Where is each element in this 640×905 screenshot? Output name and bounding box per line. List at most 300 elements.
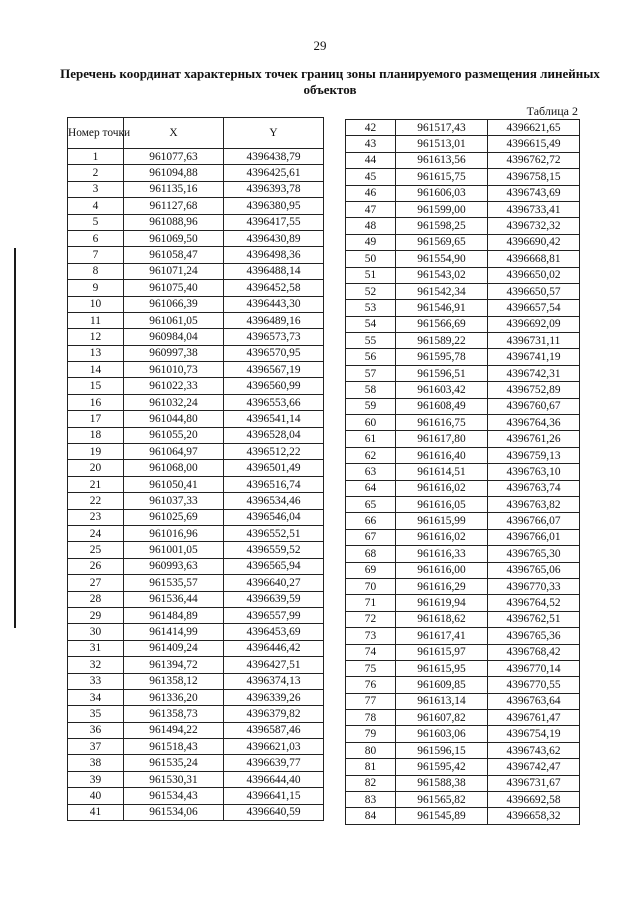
- y-coordinate-cell: 4396766,07: [488, 513, 580, 529]
- point-number-cell: 1: [68, 149, 124, 165]
- x-coordinate-cell: 961607,82: [396, 710, 488, 726]
- y-coordinate-cell: 4396615,49: [488, 136, 580, 152]
- x-coordinate-cell: 961094,88: [124, 165, 224, 181]
- y-coordinate-cell: 4396760,67: [488, 398, 580, 414]
- table-row: [346, 546, 580, 562]
- x-coordinate-cell: 961616,02: [396, 480, 488, 496]
- y-coordinate-cell: 4396621,65: [488, 120, 580, 136]
- y-coordinate-cell: 4396501,49: [224, 460, 324, 476]
- y-coordinate-cell: 4396752,89: [488, 382, 580, 398]
- document-title: Перечень координат характерных точек границ зоны планируемого размещения линейных объектов: [60, 66, 600, 97]
- point-number-cell: 6: [68, 230, 124, 246]
- table-row: [346, 660, 580, 676]
- point-number-cell: 40: [68, 788, 124, 804]
- point-number-cell: 59: [346, 398, 396, 414]
- x-coordinate-cell: 961615,75: [396, 169, 488, 185]
- point-number-cell: 21: [68, 476, 124, 492]
- y-coordinate-cell: 4396339,26: [224, 689, 324, 705]
- x-coordinate-cell: 961615,97: [396, 644, 488, 660]
- y-coordinate-cell: 4396765,30: [488, 546, 580, 562]
- y-coordinate-cell: 4396650,57: [488, 283, 580, 299]
- table-row: [346, 464, 580, 480]
- x-coordinate-cell: 961010,73: [124, 362, 224, 378]
- y-coordinate-cell: 4396762,72: [488, 152, 580, 168]
- point-number-cell: 38: [68, 755, 124, 771]
- x-coordinate-cell: 961616,00: [396, 562, 488, 578]
- table-row: [346, 644, 580, 660]
- table-row: [346, 496, 580, 512]
- x-coordinate-cell: 961546,91: [396, 300, 488, 316]
- x-coordinate-cell: 961615,95: [396, 660, 488, 676]
- table-row: [68, 673, 324, 689]
- y-coordinate-cell: 4396640,59: [224, 804, 324, 820]
- y-coordinate-cell: 4396733,41: [488, 201, 580, 217]
- x-coordinate-cell: 961088,96: [124, 214, 224, 230]
- table-row: [68, 149, 324, 165]
- point-number-cell: 81: [346, 759, 396, 775]
- y-coordinate-cell: 4396489,16: [224, 312, 324, 328]
- point-number-cell: 4: [68, 198, 124, 214]
- table-row: [68, 689, 324, 705]
- x-coordinate-cell: 961565,82: [396, 792, 488, 808]
- table-row: [346, 513, 580, 529]
- table-row: [68, 575, 324, 591]
- x-coordinate-cell: 961595,78: [396, 349, 488, 365]
- point-number-cell: 37: [68, 739, 124, 755]
- y-coordinate-cell: 4396443,30: [224, 296, 324, 312]
- y-coordinate-cell: 4396762,51: [488, 611, 580, 627]
- y-coordinate-cell: 4396438,79: [224, 149, 324, 165]
- point-number-cell: 28: [68, 591, 124, 607]
- x-coordinate-cell: 961543,02: [396, 267, 488, 283]
- header-x: X: [124, 118, 224, 149]
- y-coordinate-cell: 4396758,15: [488, 169, 580, 185]
- y-coordinate-cell: 4396560,99: [224, 378, 324, 394]
- x-coordinate-cell: 961001,05: [124, 542, 224, 558]
- x-coordinate-cell: 961554,90: [396, 251, 488, 267]
- point-number-cell: 49: [346, 234, 396, 250]
- x-coordinate-cell: 961536,44: [124, 591, 224, 607]
- table-row: [346, 283, 580, 299]
- y-coordinate-cell: 4396764,52: [488, 595, 580, 611]
- point-number-cell: 17: [68, 411, 124, 427]
- table-row: [68, 460, 324, 476]
- y-coordinate-cell: 4396754,19: [488, 726, 580, 742]
- y-coordinate-cell: 4396639,59: [224, 591, 324, 607]
- x-coordinate-cell: 961617,41: [396, 628, 488, 644]
- point-number-cell: 31: [68, 640, 124, 656]
- x-coordinate-cell: 961358,12: [124, 673, 224, 689]
- table-row: [346, 775, 580, 791]
- y-coordinate-cell: 4396573,73: [224, 329, 324, 345]
- table-body-right: [346, 120, 580, 825]
- table-row: [68, 247, 324, 263]
- point-number-cell: 14: [68, 362, 124, 378]
- point-number-cell: 48: [346, 218, 396, 234]
- x-coordinate-cell: 961069,50: [124, 230, 224, 246]
- y-coordinate-cell: 4396765,06: [488, 562, 580, 578]
- x-coordinate-cell: 961025,69: [124, 509, 224, 525]
- y-coordinate-cell: 4396763,74: [488, 480, 580, 496]
- table-label: Таблица 2: [526, 104, 578, 118]
- table-row: [68, 739, 324, 755]
- table-row: [346, 693, 580, 709]
- y-coordinate-cell: 4396763,10: [488, 464, 580, 480]
- y-coordinate-cell: 4396690,42: [488, 234, 580, 250]
- x-coordinate-cell: 961614,51: [396, 464, 488, 480]
- y-coordinate-cell: 4396764,36: [488, 415, 580, 431]
- x-coordinate-cell: 961044,80: [124, 411, 224, 427]
- point-number-cell: 57: [346, 365, 396, 381]
- x-coordinate-cell: 961534,06: [124, 804, 224, 820]
- point-number-cell: 32: [68, 657, 124, 673]
- x-coordinate-cell: 961535,57: [124, 575, 224, 591]
- y-coordinate-cell: 4396766,01: [488, 529, 580, 545]
- point-number-cell: 77: [346, 693, 396, 709]
- point-number-cell: 46: [346, 185, 396, 201]
- y-coordinate-cell: 4396565,94: [224, 558, 324, 574]
- table-row: [68, 624, 324, 640]
- x-coordinate-cell: 960997,38: [124, 345, 224, 361]
- x-coordinate-cell: 961619,94: [396, 595, 488, 611]
- y-coordinate-cell: 4396650,02: [488, 267, 580, 283]
- table-body-left: [68, 149, 324, 821]
- point-number-cell: 75: [346, 660, 396, 676]
- point-number-cell: 29: [68, 607, 124, 623]
- point-number-cell: 26: [68, 558, 124, 574]
- y-coordinate-cell: 4396641,15: [224, 788, 324, 804]
- x-coordinate-cell: 961606,03: [396, 185, 488, 201]
- point-number-cell: 24: [68, 525, 124, 541]
- x-coordinate-cell: 961609,85: [396, 677, 488, 693]
- table-row: [68, 329, 324, 345]
- point-number-cell: 79: [346, 726, 396, 742]
- point-number-cell: 44: [346, 152, 396, 168]
- x-coordinate-cell: 961542,34: [396, 283, 488, 299]
- y-coordinate-cell: 4396763,82: [488, 496, 580, 512]
- x-coordinate-cell: 961484,89: [124, 607, 224, 623]
- table-row: [68, 788, 324, 804]
- x-coordinate-cell: 961589,22: [396, 333, 488, 349]
- table-row: [68, 558, 324, 574]
- y-coordinate-cell: 4396553,66: [224, 394, 324, 410]
- table-row: [68, 165, 324, 181]
- scan-margin-line: [14, 248, 16, 628]
- table-row: [68, 280, 324, 296]
- x-coordinate-cell: 961037,33: [124, 493, 224, 509]
- point-number-cell: 69: [346, 562, 396, 578]
- table-row: [68, 607, 324, 623]
- x-coordinate-cell: 961596,51: [396, 365, 488, 381]
- table-row: [346, 677, 580, 693]
- table-row: [346, 792, 580, 808]
- point-number-cell: 56: [346, 349, 396, 365]
- y-coordinate-cell: 4396731,67: [488, 775, 580, 791]
- table-row: [346, 136, 580, 152]
- y-coordinate-cell: 4396639,77: [224, 755, 324, 771]
- point-number-cell: 10: [68, 296, 124, 312]
- y-coordinate-cell: 4396570,95: [224, 345, 324, 361]
- point-number-cell: 64: [346, 480, 396, 496]
- x-coordinate-cell: 961127,68: [124, 198, 224, 214]
- table-row: [68, 378, 324, 394]
- table-row: [346, 333, 580, 349]
- y-coordinate-cell: 4396516,74: [224, 476, 324, 492]
- point-number-cell: 7: [68, 247, 124, 263]
- coordinates-table-left: [67, 117, 324, 821]
- point-number-cell: 73: [346, 628, 396, 644]
- x-coordinate-cell: 961336,20: [124, 689, 224, 705]
- y-coordinate-cell: 4396587,46: [224, 722, 324, 738]
- y-coordinate-cell: 4396559,52: [224, 542, 324, 558]
- y-coordinate-cell: 4396446,42: [224, 640, 324, 656]
- y-coordinate-cell: 4396393,78: [224, 181, 324, 197]
- point-number-cell: 45: [346, 169, 396, 185]
- y-coordinate-cell: 4396658,32: [488, 808, 580, 824]
- y-coordinate-cell: 4396657,54: [488, 300, 580, 316]
- point-number-cell: 8: [68, 263, 124, 279]
- x-coordinate-cell: 961518,43: [124, 739, 224, 755]
- table-row: [68, 394, 324, 410]
- x-coordinate-cell: 961595,42: [396, 759, 488, 775]
- point-number-cell: 78: [346, 710, 396, 726]
- table-row: [346, 267, 580, 283]
- table-row: [346, 447, 580, 463]
- x-coordinate-cell: 961058,47: [124, 247, 224, 263]
- y-coordinate-cell: 4396742,31: [488, 365, 580, 381]
- header-point-number: Номер точки: [68, 118, 124, 149]
- y-coordinate-cell: 4396488,14: [224, 263, 324, 279]
- y-coordinate-cell: 4396741,19: [488, 349, 580, 365]
- point-number-cell: 18: [68, 427, 124, 443]
- x-coordinate-cell: 961596,15: [396, 742, 488, 758]
- point-number-cell: 30: [68, 624, 124, 640]
- x-coordinate-cell: 961022,33: [124, 378, 224, 394]
- table-row: [68, 509, 324, 525]
- table-row: [346, 628, 580, 644]
- x-coordinate-cell: 961603,42: [396, 382, 488, 398]
- x-coordinate-cell: 960993,63: [124, 558, 224, 574]
- table-row: [346, 365, 580, 381]
- point-number-cell: 82: [346, 775, 396, 791]
- x-coordinate-cell: 961077,63: [124, 149, 224, 165]
- x-coordinate-cell: 961394,72: [124, 657, 224, 673]
- y-coordinate-cell: 4396759,13: [488, 447, 580, 463]
- x-coordinate-cell: 961603,06: [396, 726, 488, 742]
- table-row: [346, 251, 580, 267]
- y-coordinate-cell: 4396770,55: [488, 677, 580, 693]
- table-row: [346, 726, 580, 742]
- x-coordinate-cell: 961530,31: [124, 771, 224, 787]
- point-number-cell: 42: [346, 120, 396, 136]
- point-number-cell: 74: [346, 644, 396, 660]
- y-coordinate-cell: 4396512,22: [224, 444, 324, 460]
- x-coordinate-cell: 961613,14: [396, 693, 488, 709]
- x-coordinate-cell: 961534,43: [124, 788, 224, 804]
- y-coordinate-cell: 4396763,64: [488, 693, 580, 709]
- x-coordinate-cell: 961068,00: [124, 460, 224, 476]
- y-coordinate-cell: 4396770,14: [488, 660, 580, 676]
- table-row: [346, 120, 580, 136]
- point-number-cell: 16: [68, 394, 124, 410]
- table-row: [68, 525, 324, 541]
- x-coordinate-cell: 961566,69: [396, 316, 488, 332]
- x-coordinate-cell: 961613,56: [396, 152, 488, 168]
- point-number-cell: 63: [346, 464, 396, 480]
- table-row: [346, 234, 580, 250]
- point-number-cell: 43: [346, 136, 396, 152]
- point-number-cell: 62: [346, 447, 396, 463]
- table-row: [346, 431, 580, 447]
- table-row: [346, 578, 580, 594]
- x-coordinate-cell: 961513,01: [396, 136, 488, 152]
- x-coordinate-cell: 961616,40: [396, 447, 488, 463]
- table-row: [68, 476, 324, 492]
- point-number-cell: 52: [346, 283, 396, 299]
- x-coordinate-cell: 961016,96: [124, 525, 224, 541]
- table-row: [68, 181, 324, 197]
- point-number-cell: 5: [68, 214, 124, 230]
- y-coordinate-cell: 4396742,47: [488, 759, 580, 775]
- y-coordinate-cell: 4396567,19: [224, 362, 324, 378]
- x-coordinate-cell: 961545,89: [396, 808, 488, 824]
- x-coordinate-cell: 961535,24: [124, 755, 224, 771]
- point-number-cell: 39: [68, 771, 124, 787]
- table-row: [346, 415, 580, 431]
- point-number-cell: 35: [68, 706, 124, 722]
- table-row: [68, 722, 324, 738]
- x-coordinate-cell: 961050,41: [124, 476, 224, 492]
- point-number-cell: 33: [68, 673, 124, 689]
- point-number-cell: 25: [68, 542, 124, 558]
- x-coordinate-cell: 961066,39: [124, 296, 224, 312]
- y-coordinate-cell: 4396452,58: [224, 280, 324, 296]
- y-coordinate-cell: 4396417,55: [224, 214, 324, 230]
- coordinates-table-right: [345, 119, 580, 825]
- point-number-cell: 76: [346, 677, 396, 693]
- x-coordinate-cell: 961135,16: [124, 181, 224, 197]
- point-number-cell: 67: [346, 529, 396, 545]
- y-coordinate-cell: 4396743,69: [488, 185, 580, 201]
- point-number-cell: 36: [68, 722, 124, 738]
- table-row: [68, 657, 324, 673]
- table-row: [346, 562, 580, 578]
- point-number-cell: 11: [68, 312, 124, 328]
- table-row: [68, 214, 324, 230]
- point-number-cell: 58: [346, 382, 396, 398]
- point-number-cell: 12: [68, 329, 124, 345]
- point-number-cell: 15: [68, 378, 124, 394]
- x-coordinate-cell: 961517,43: [396, 120, 488, 136]
- y-coordinate-cell: 4396534,46: [224, 493, 324, 509]
- y-coordinate-cell: 4396425,61: [224, 165, 324, 181]
- y-coordinate-cell: 4396541,14: [224, 411, 324, 427]
- y-coordinate-cell: 4396528,04: [224, 427, 324, 443]
- point-number-cell: 50: [346, 251, 396, 267]
- table-row: [68, 591, 324, 607]
- table-row: [68, 542, 324, 558]
- table-row: [346, 759, 580, 775]
- table-row: [68, 296, 324, 312]
- y-coordinate-cell: 4396732,32: [488, 218, 580, 234]
- x-coordinate-cell: 961616,33: [396, 546, 488, 562]
- point-number-cell: 60: [346, 415, 396, 431]
- point-number-cell: 72: [346, 611, 396, 627]
- table-row: [346, 169, 580, 185]
- table-row: [346, 300, 580, 316]
- x-coordinate-cell: 961061,05: [124, 312, 224, 328]
- table-row: [68, 444, 324, 460]
- point-number-cell: 80: [346, 742, 396, 758]
- x-coordinate-cell: 961598,25: [396, 218, 488, 234]
- y-coordinate-cell: 4396731,11: [488, 333, 580, 349]
- point-number-cell: 71: [346, 595, 396, 611]
- y-coordinate-cell: 4396380,95: [224, 198, 324, 214]
- y-coordinate-cell: 4396621,03: [224, 739, 324, 755]
- point-number-cell: 41: [68, 804, 124, 820]
- y-coordinate-cell: 4396761,26: [488, 431, 580, 447]
- x-coordinate-cell: 961599,00: [396, 201, 488, 217]
- x-coordinate-cell: 961617,80: [396, 431, 488, 447]
- y-coordinate-cell: 4396640,27: [224, 575, 324, 591]
- table-row: [68, 640, 324, 656]
- table-row: [346, 742, 580, 758]
- x-coordinate-cell: 961409,24: [124, 640, 224, 656]
- table-header-row: [68, 118, 324, 149]
- y-coordinate-cell: 4396761,47: [488, 710, 580, 726]
- y-coordinate-cell: 4396430,89: [224, 230, 324, 246]
- y-coordinate-cell: 4396644,40: [224, 771, 324, 787]
- point-number-cell: 70: [346, 578, 396, 594]
- table-row: [68, 755, 324, 771]
- point-number-cell: 53: [346, 300, 396, 316]
- table-row: [68, 411, 324, 427]
- point-number-cell: 19: [68, 444, 124, 460]
- y-coordinate-cell: 4396427,51: [224, 657, 324, 673]
- x-coordinate-cell: 961588,38: [396, 775, 488, 791]
- table-row: [68, 198, 324, 214]
- y-coordinate-cell: 4396557,99: [224, 607, 324, 623]
- table-row: [346, 316, 580, 332]
- point-number-cell: 13: [68, 345, 124, 361]
- table-row: [68, 345, 324, 361]
- table-row: [346, 808, 580, 824]
- x-coordinate-cell: 961055,20: [124, 427, 224, 443]
- point-number-cell: 47: [346, 201, 396, 217]
- point-number-cell: 83: [346, 792, 396, 808]
- x-coordinate-cell: 961616,29: [396, 578, 488, 594]
- y-coordinate-cell: 4396692,09: [488, 316, 580, 332]
- point-number-cell: 22: [68, 493, 124, 509]
- table-row: [346, 152, 580, 168]
- x-coordinate-cell: 961032,24: [124, 394, 224, 410]
- x-coordinate-cell: 961608,49: [396, 398, 488, 414]
- table-row: [68, 362, 324, 378]
- x-coordinate-cell: 961494,22: [124, 722, 224, 738]
- point-number-cell: 27: [68, 575, 124, 591]
- x-coordinate-cell: 961616,75: [396, 415, 488, 431]
- point-number-cell: 61: [346, 431, 396, 447]
- y-coordinate-cell: 4396692,58: [488, 792, 580, 808]
- y-coordinate-cell: 4396552,51: [224, 525, 324, 541]
- y-coordinate-cell: 4396379,82: [224, 706, 324, 722]
- x-coordinate-cell: 961569,65: [396, 234, 488, 250]
- table-row: [68, 427, 324, 443]
- y-coordinate-cell: 4396770,33: [488, 578, 580, 594]
- y-coordinate-cell: 4396453,69: [224, 624, 324, 640]
- table-row: [68, 493, 324, 509]
- table-row: [346, 218, 580, 234]
